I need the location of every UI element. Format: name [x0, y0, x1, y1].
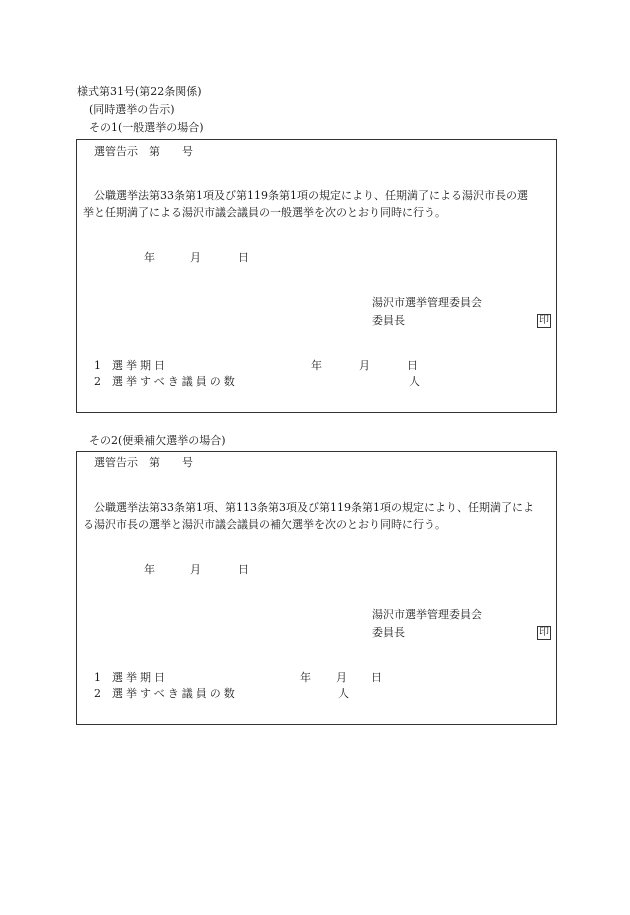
section1-item1-label: 選挙期日: [112, 359, 168, 372]
section1-committee-name: 湯沢市選挙管理委員会: [372, 296, 482, 309]
section2-date-day: 日: [238, 563, 249, 576]
form-subtitle: (同時選挙の告示): [89, 103, 175, 116]
section1-title: その1(一般選挙の場合): [89, 121, 204, 134]
section2-item2-number: 2: [94, 687, 101, 700]
section2-chair-title: 委員長: [372, 626, 405, 639]
section2-item2-label: 選挙すべき議員の数: [112, 687, 238, 700]
section1-item1-number: 1: [94, 359, 101, 372]
section1-body-line1: 公職選挙法第33条第1項及び第119条第1項の規定により、任期満了による湯沢市長の選: [94, 189, 528, 202]
section1-item1-month: 月: [359, 359, 370, 372]
section2-item1-day: 日: [371, 671, 382, 684]
section1-item2-label: 選挙すべき議員の数: [112, 375, 238, 388]
section1-item1-year: 年: [311, 359, 322, 372]
form-number: 様式第31号(第22条関係): [77, 85, 202, 98]
section2-date-month: 月: [190, 563, 201, 576]
section1-notice-number: 選管告示 第 号: [94, 145, 193, 158]
section2-item1-month: 月: [336, 671, 347, 684]
section2-item1-year: 年: [300, 671, 311, 684]
section2-item1-label: 選挙期日: [112, 671, 168, 684]
section2-seal-mark: 印: [539, 627, 549, 638]
section2-title: その2(便乗補欠選挙の場合): [89, 434, 226, 447]
section1-item1-day: 日: [407, 359, 418, 372]
section2-item2-unit: 人: [338, 687, 349, 700]
section1-item2-number: 2: [94, 375, 101, 388]
section1-item2-unit: 人: [409, 375, 420, 388]
section1-date-year: 年: [144, 251, 155, 264]
section2-item1-number: 1: [94, 671, 101, 684]
section1-seal-mark: 印: [539, 315, 549, 326]
section2-committee-name: 湯沢市選挙管理委員会: [372, 608, 482, 621]
section2-body-line1: 公職選挙法第33条第1項、第113条第3項及び第119条第1項の規定により、任期満了によ: [94, 501, 534, 514]
section1-body-line2: 挙と任期満了による湯沢市議会議員の一般選挙を次のとおり同時に行う。: [83, 206, 446, 219]
section2-notice-number: 選管告示 第 号: [94, 456, 193, 469]
section1-date-month: 月: [190, 251, 201, 264]
section2-body-line2: る湯沢市長の選挙と湯沢市議会議員の補欠選挙を次のとおり同時に行う。: [83, 518, 446, 531]
section2-date-year: 年: [144, 563, 155, 576]
section1-date-day: 日: [238, 251, 249, 264]
section1-chair-title: 委員長: [372, 314, 405, 327]
